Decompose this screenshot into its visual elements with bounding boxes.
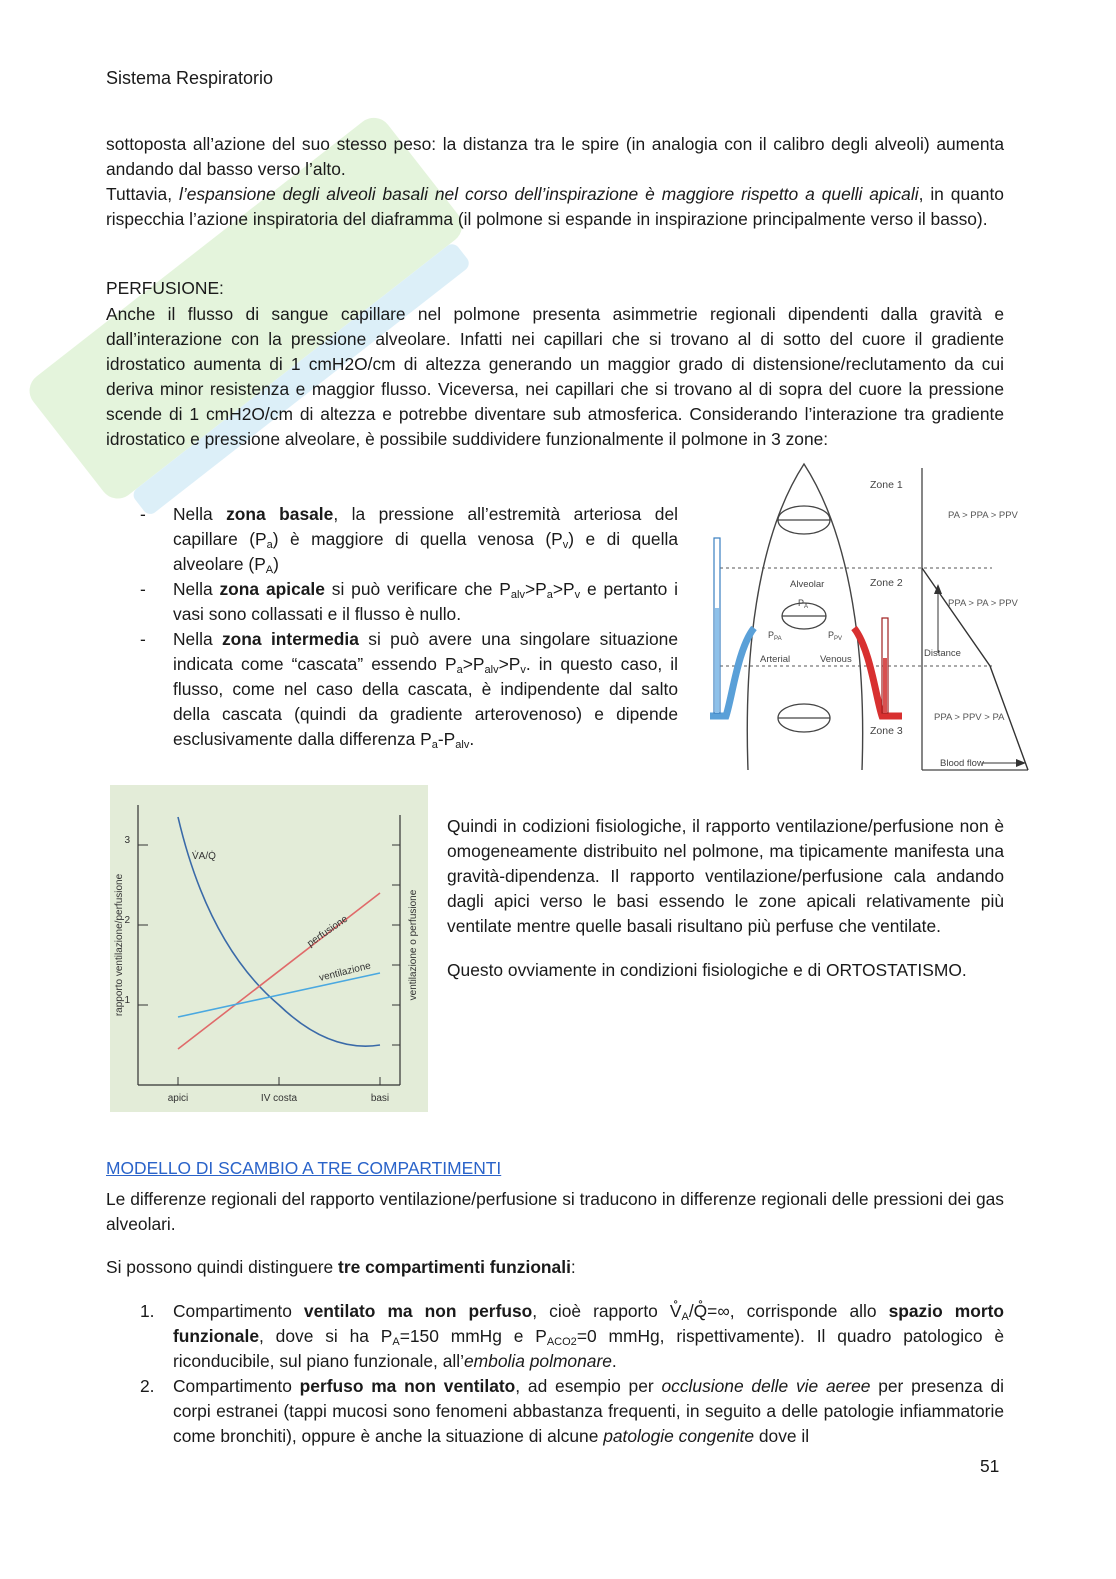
zone3-label: Zone 3 xyxy=(870,725,903,737)
perfusione-title: PERFUSIONE: xyxy=(106,278,224,298)
y-tick-label-2: 2 xyxy=(124,915,130,926)
zone1-relation: PA > PPA > PPV xyxy=(948,510,1018,521)
vq-paragraph-2: Questo ovviamente in condizioni fisiologiche e di ORTOSTATISMO. xyxy=(447,960,967,980)
alveolar-pressure-label: $P_A$ xyxy=(798,598,809,610)
zone-basale-item: - Nella zona basale, la pressione all’estremità arteriosa del capillare $(P_a)$ è maggiore di quella venosa $(P_v)$ e di quella alveolare $(P_A)$ xyxy=(140,504,679,576)
series-label-0: V̇A/Q̇ xyxy=(192,851,216,862)
arterial-label: Arterial xyxy=(760,654,791,665)
x-tick-label-2: basi xyxy=(370,1093,390,1104)
vq-ratio-chart xyxy=(110,785,428,1112)
zone-apicale-item: - Nella zona apicale si può verificare che $P_{alv}>P_a>P_v$ e pertanto i vasi sono collassati e il flusso è nullo. xyxy=(140,579,679,624)
intro-sentence-a: sottoposta all’azione del suo stesso peso: la distanza tra le spire (in analogia con il calibro degli alveoli) aumenta andando dal basso verso l’alto. xyxy=(106,134,1004,179)
x-tick-label-1: IV costa xyxy=(260,1093,298,1104)
chart-background xyxy=(110,785,428,1112)
series-label-1: perfusione xyxy=(305,913,350,950)
alveolar-label: Alveolar xyxy=(790,579,825,590)
zone2-label: Zone 2 xyxy=(870,577,903,589)
model-lead: Si possono quindi distinguere tre compartimenti funzionali: xyxy=(106,1257,576,1277)
intro-sentence-b: Tuttavia, l’espansione degli alveoli basali nel corso dell’inspirazione è maggiore rispetto a quelli apicali, in quanto rispecchia l’azione inspiratoria del diaframma (il polmone si espande in inspirazione principalmente verso il basso). xyxy=(106,184,1004,229)
arterial-pressure-label: $P_{PA}$ xyxy=(768,630,782,642)
perfusione-body: Anche il flusso di sangue capillare nel polmone presenta asimmetrie regionali dipendenti dalla gravità e dall’interazione con la pressione alveolare. Infatti nei capillari che si trovano al di sotto del cuore il gradiente idrostatico aumenta di 1 cmH2O/cm di altezza generando un maggior grado di distensione/reclutamento da cui deriva minor resistenza e maggior flusso. Viceversa, nei capillari che si trovano al di sopra del cuore la pressione scende di 1 cmH2O/cm di altezza e potrebbe diventare sub atmosferica. Considerando l’interazione tra gradiente idrostatico e pressione alveolare, è possibile suddividere funzionalmente il polmone in 3 zone: xyxy=(106,304,1004,449)
venous-label: Venous xyxy=(820,654,852,665)
intro-emphasis: l’espansione degli alveoli basali nel corso dell’inspirazione è maggiore rispetto a quelli apicali xyxy=(178,184,919,204)
lung-zones-figure xyxy=(692,458,1034,776)
y-tick-label-1: 1 xyxy=(124,995,130,1006)
running-header: Sistema Respiratorio xyxy=(106,68,274,88)
y-axis-label: rapporto ventilazione/perfusione xyxy=(114,873,125,1017)
model-intro: Le differenze regionali del rapporto ventilazione/perfusione si traducono in differenze regionali delle pressioni dei gas alveolari. xyxy=(106,1189,1004,1234)
y-tick-label-3: 3 xyxy=(124,835,130,846)
distance-label: Distance xyxy=(924,648,961,659)
venous-pressure-label: $P_{PV}$ xyxy=(828,630,843,642)
zones-list xyxy=(106,502,678,752)
compartment-item-1: 1. Compartimento ventilato ma non perfuso, cioè rapporto $V̊_A/Q̊=\infty$, corrisponde allo spazio morto funzionale, dove si ha $P_A=150$ mmHg e $P_{ACO2}=0$ mmHg, rispettivamente). Il quadro patologico è riconducibile, sul piano funzionale, all’embolia polmonare. xyxy=(140,1301,1005,1371)
page-number: 51 xyxy=(980,1456,1000,1476)
zone-intermedia-item: - Nella zona intermedia si può avere una singolare situazione indicata come “cascata” essendo $P_a>P_{alv}>P_v$. in questo caso, il flusso, come nel caso della cascata, è indipendente dal salto della cascata (quindi da gradiente arterovenoso) e dipende esclusivamente dalla differenza $P_a-P_{alv}$. xyxy=(140,629,678,751)
right-axis-label: ventilazione o perfusione xyxy=(408,889,419,1001)
compartment-item-2: 2. Compartimento perfuso ma non ventilato, ad esempio per occlusione delle vie aeree per presenza di corpi estranei (tappi mucosi sono fenomeni abbastanza frequenti, in seguito a delle patologie infiammatorie come bronchiti), oppure è anche la situazione di alcune patologie congenite dove il xyxy=(140,1376,1004,1446)
blood-flow-label: Blood flow xyxy=(940,758,984,769)
vq-description xyxy=(447,814,1004,983)
zone1-label: Zone 1 xyxy=(870,479,903,491)
intro-paragraph xyxy=(106,132,1004,232)
compartments-list xyxy=(106,1299,1004,1449)
vq-paragraph-1: Quindi in codizioni fisiologiche, il rapporto ventilazione/perfusione non è omogeneamente distribuito nel polmone, ma tipicamente manifesta una gravità-dipendenza. Il rapporto ventilazione/perfusione cala andando dagli apici verso le basi essendo le zone apicali relativamente più ventilate mentre quelle basali risultano più perfuse che ventilate. xyxy=(447,816,1004,936)
zone3-relation: PPA > PPV > PA xyxy=(934,712,1005,723)
series-label-2: ventilazione xyxy=(318,960,372,984)
zone2-relation: PPA > PA > PPV xyxy=(948,598,1018,609)
model-heading: MODELLO DI SCAMBIO A TRE COMPARTIMENTI xyxy=(106,1158,502,1178)
x-tick-label-0: apici xyxy=(167,1093,189,1104)
